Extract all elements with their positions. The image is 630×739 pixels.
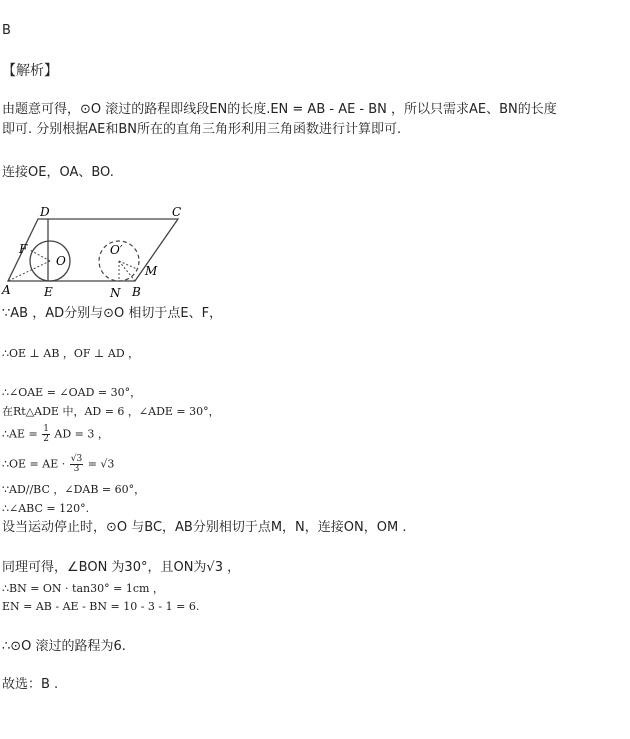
step-13: ∴⊙O 滚过的路程为6. — [2, 639, 126, 654]
step-8: ∴∠ABC = 120°. — [2, 502, 90, 515]
step-14: 故选：B . — [2, 677, 59, 692]
answer-letter: B — [2, 23, 11, 38]
step-3: ∴∠OAE = ∠OAD = 30°， — [2, 386, 142, 399]
step-5-tail: AD = 3 ， — [54, 427, 109, 441]
fraction-numerator: 1 — [43, 424, 49, 434]
label-e: E — [44, 285, 53, 299]
step-5 — [2, 425, 109, 444]
section-title: 【解析】 — [2, 63, 58, 79]
step-11: ∴BN = ON · tan30° = 1cm ， — [2, 582, 164, 595]
step-6 — [2, 455, 114, 474]
step-7: ∵AD//BC ，∠DAB = 60°， — [2, 483, 146, 496]
step-6-tail: = √3 — [87, 457, 115, 471]
step-9: 设当运动停止时，⊙O 与BC，AB分别相切于点M，N，连接ON，OM . — [2, 520, 407, 535]
label-m: M — [145, 264, 158, 278]
step-2: ∴OE ⊥ AB ，OF ⊥ AD ， — [2, 347, 140, 360]
label-d: D — [40, 205, 50, 219]
label-c: C — [172, 205, 182, 219]
label-o-prime: O′ — [110, 243, 123, 257]
step-1: ∵AB ，AD分别与⊙O 相切于点E、F， — [2, 306, 223, 321]
fraction-denominator: 3 — [73, 464, 80, 474]
step-12: EN = AB - AE - BN = 10 - 3 - 1 = 6. — [2, 600, 200, 613]
label-f: F — [19, 242, 28, 256]
fraction-one-half — [42, 425, 50, 444]
connect-line: 连接OE，OA、BO. — [2, 165, 114, 180]
parallelogram-figure — [0, 202, 200, 302]
intro-line-1: 由题意可得，⊙O 滚过的路程即线段EN的长度.EN = AB - AE - BN ，所以只需求AE、BN的长度 — [2, 102, 557, 117]
label-b: B — [132, 285, 141, 299]
label-a: A — [2, 283, 11, 297]
fraction-numerator: √3 — [70, 454, 83, 464]
segment-ob — [119, 261, 135, 281]
step-10: 同理可得，∠BON 为30°，且ON为√3 ， — [2, 560, 241, 575]
fraction-root3-over-3 — [70, 455, 83, 474]
label-o: O — [56, 254, 66, 268]
intro-line-2: 即可. 分别根据AE和BN所在的直角三角形利用三角函数进行计算即可. — [2, 122, 402, 137]
segment-oa — [8, 261, 50, 281]
fraction-denominator: 2 — [43, 434, 49, 444]
step-4: 在Rt△ADE 中，AD = 6 ，∠ADE = 30°， — [2, 405, 220, 418]
step-6-lead: ∴OE = AE · — [2, 457, 66, 471]
step-5-lead: ∴AE = — [2, 427, 38, 441]
label-n: N — [110, 286, 121, 300]
